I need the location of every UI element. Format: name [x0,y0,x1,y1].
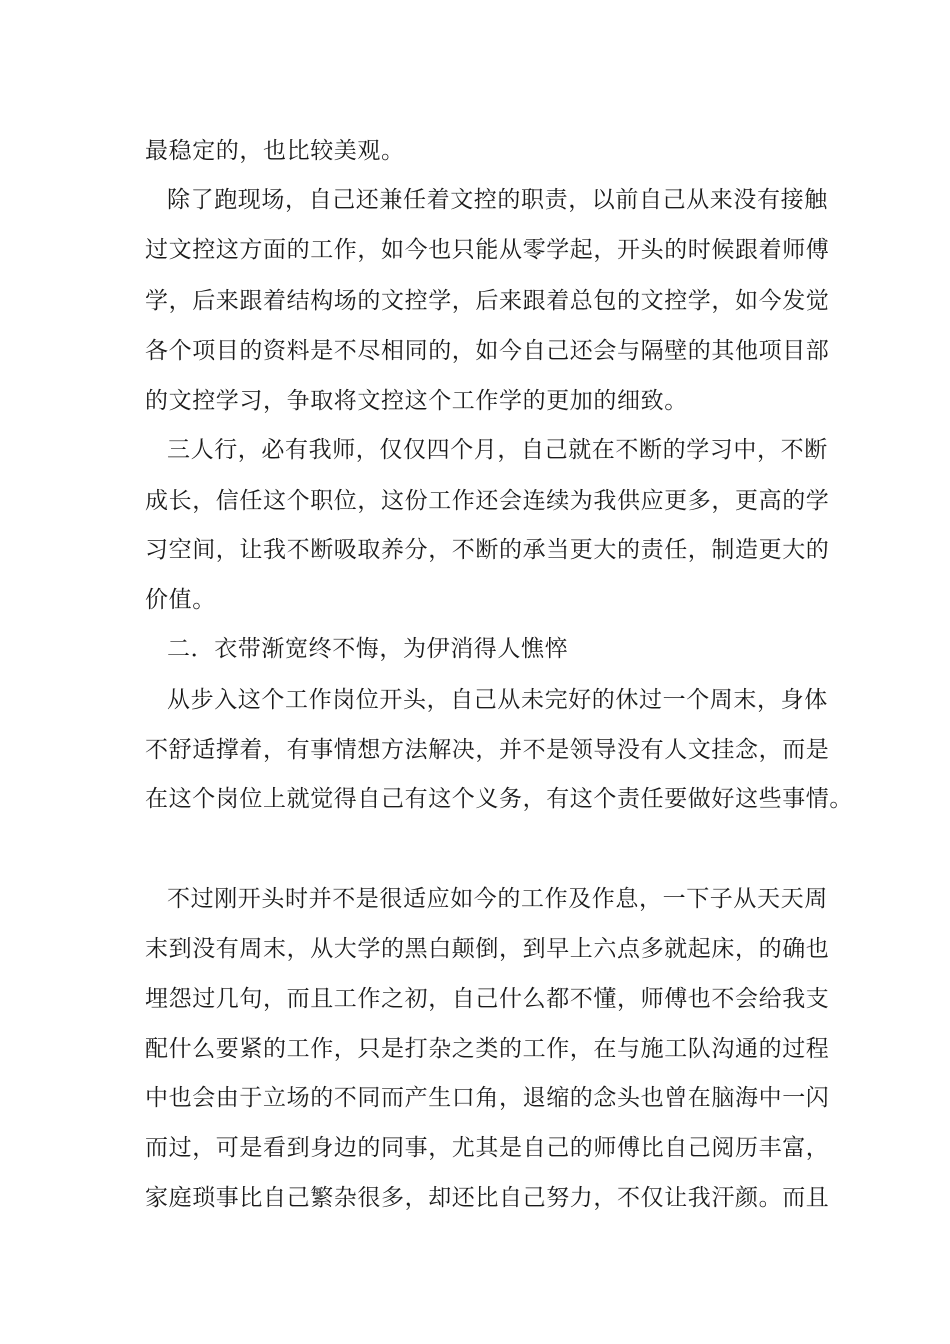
text-line: 最稳定的，也比较美观。 [145,138,405,164]
text-line: 过文控这方面的工作，如今也只能从零学起，开头的时候跟着师傅 [145,237,830,263]
text-line: 学，后来跟着结构场的文控学，后来跟着总包的文控学，如今发觉 [145,288,830,314]
text-line: 而过，可是看到身边的同事，尤其是自己的师傅比自己阅历丰富， [145,1135,830,1161]
text-line: 在这个岗位上就觉得自己有这个义务，有这个责任要做好这些事情。 [145,786,853,812]
text-line: 各个项目的资料是不尽相同的，如今自己还会与隔壁的其他项目部 [145,338,830,364]
text-line: 不舒适撑着，有事情想方法解决，并不是领导没有人文挂念，而是 [145,737,830,763]
paragraph-first-line: 除了跑现场，自己还兼任着文控的职责，以前自己从来没有接触 [167,187,828,213]
text-line: 末到没有周末，从大学的黑白颠倒，到早上六点多就起床，的确也 [145,936,830,962]
text-line: 习空间，让我不断吸取养分，不断的承当更大的责任，制造更大的 [145,537,830,563]
text-line: 中也会由于立场的不同而产生口角，退缩的念头也曾在脑海中一闪 [145,1085,830,1111]
text-line: 价值。 [145,587,216,613]
text-line: 成长，信任这个职位，这份工作还会连续为我供应更多，更高的学 [145,488,830,514]
text-line: 配什么要紧的工作，只是打杂之类的工作，在与施工队沟通的过程 [145,1036,830,1062]
paragraph-first-line: 三人行，必有我师，仅仅四个月，自己就在不断的学习中，不断 [167,437,828,463]
text-line: 埋怨过几句，而且工作之初，自己什么都不懂，师傅也不会给我支 [145,986,830,1012]
text-line: 的文控学习，争取将文控这个工作学的更加的细致。 [145,388,688,414]
section-heading: 二．衣带渐宽终不悔，为伊消得人憔悴 [167,636,569,662]
paragraph-first-line: 不过刚开头时并不是很适应如今的工作及作息，一下子从天天周 [167,886,828,912]
paragraph-first-line: 从步入这个工作岗位开头，自己从未完好的休过一个周末，身体 [167,687,828,713]
text-line: 家庭琐事比自己繁杂很多，却还比自己努力，不仅让我汗颜。而且 [145,1185,830,1211]
